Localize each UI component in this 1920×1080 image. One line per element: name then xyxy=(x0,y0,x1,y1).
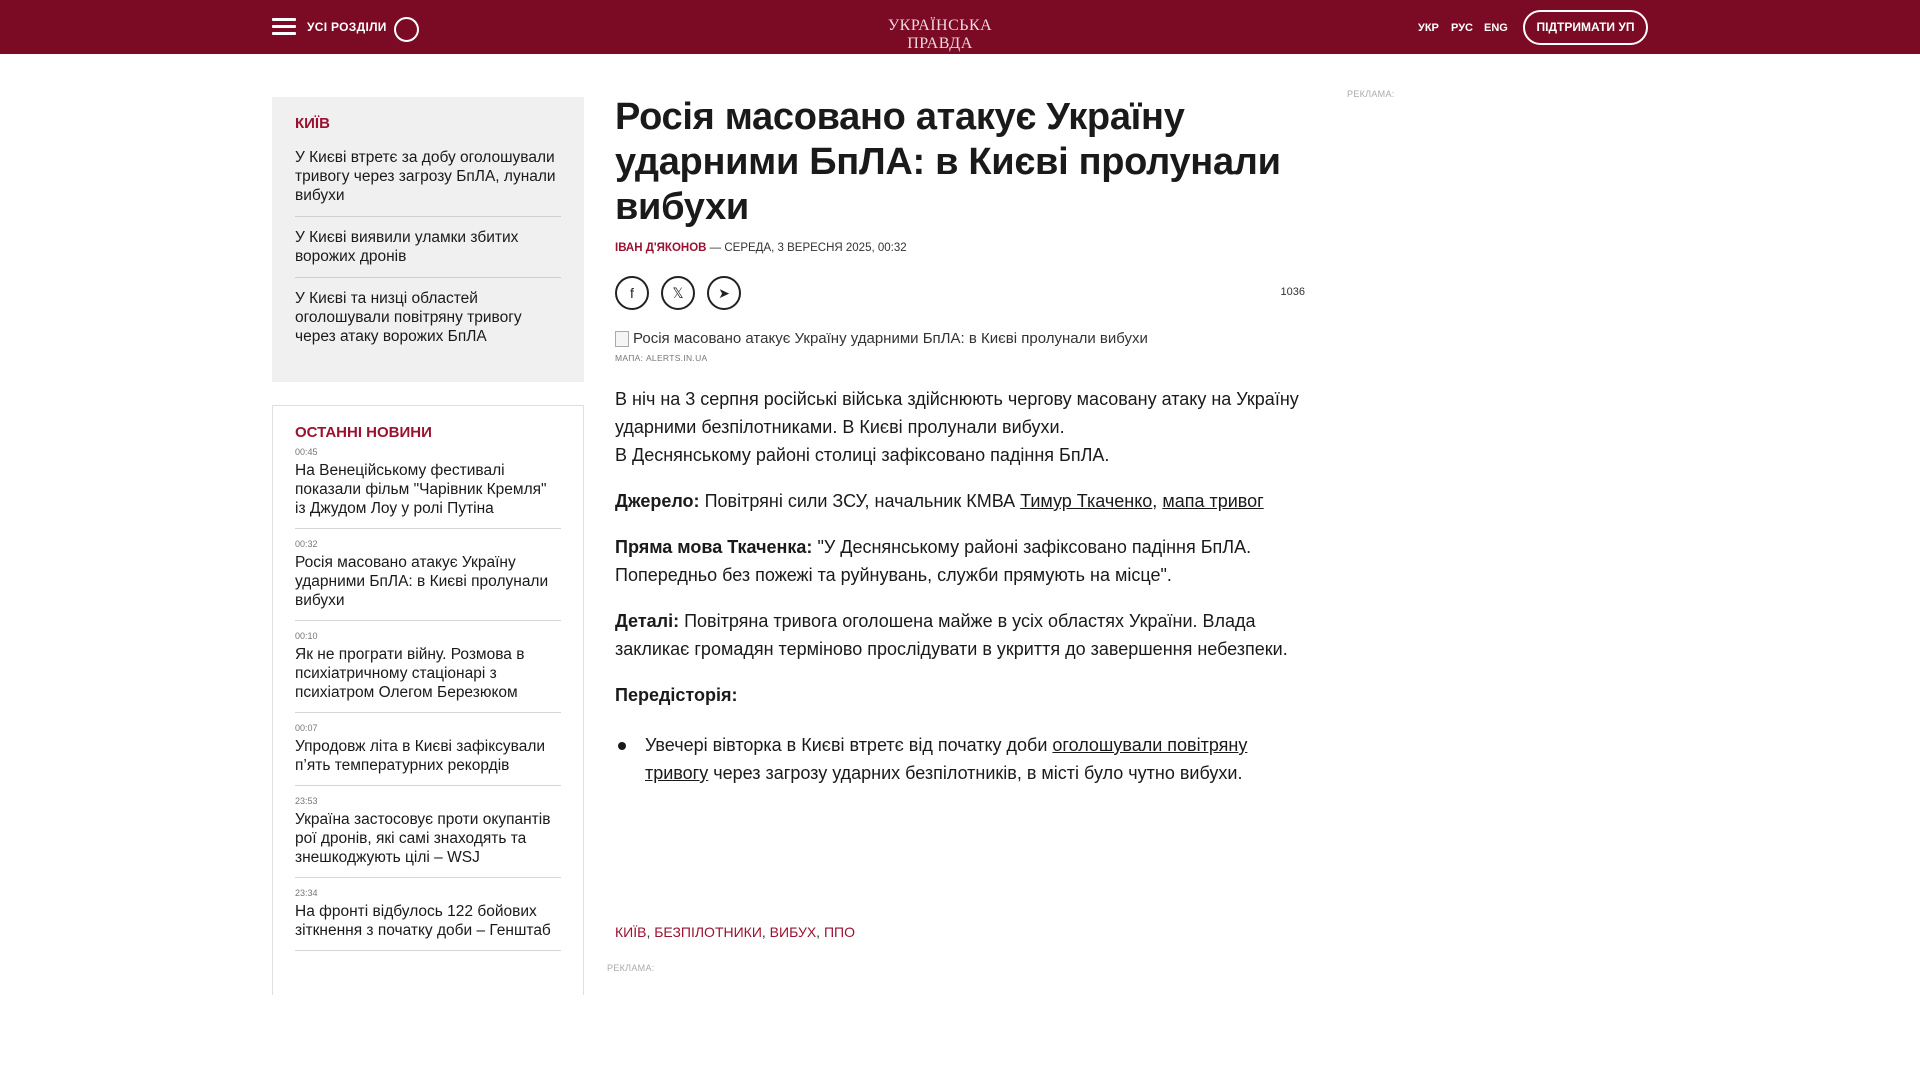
latest-news-item[interactable] xyxy=(295,631,561,713)
article-tags xyxy=(615,924,855,940)
tag-explosion[interactable]: ВИБУХ xyxy=(769,924,817,940)
share-x-icon[interactable]: 𝕏 xyxy=(661,276,695,310)
language-rus[interactable]: РУС xyxy=(1451,22,1473,34)
article xyxy=(615,95,1305,787)
share-facebook-icon[interactable]: f xyxy=(615,276,649,310)
site-logo[interactable]: УКРАЇНСЬКА ПРАВДА xyxy=(887,17,993,52)
source-link-tkachenko[interactable]: Тимур Ткаченко xyxy=(1020,491,1153,511)
publish-date: СЕРЕДА, 3 ВЕРЕСНЯ 2025, 00:32 xyxy=(724,242,907,254)
language-ukr[interactable]: УКР xyxy=(1418,22,1439,34)
news-time: 00:32 xyxy=(295,539,318,549)
news-headline[interactable]: Україна застосовує проти окупантів рої дронів, які самі знаходять та знешкоджують цілі – WSJ xyxy=(295,811,551,866)
kyiv-news-item[interactable]: У Києві виявили уламки збитих ворожих дронів xyxy=(295,228,561,278)
all-sections-link[interactable]: УСІ РОЗДІЛИ xyxy=(307,20,387,34)
search-icon[interactable] xyxy=(394,17,419,42)
news-time: 00:45 xyxy=(295,447,318,457)
article-byline xyxy=(615,242,1305,254)
view-count: 1036 xyxy=(1280,286,1305,298)
latest-news-item[interactable] xyxy=(295,447,561,529)
kyiv-news-item[interactable]: У Києві та низці областей оголошували повітряну тривогу через атаку ворожих БпЛА xyxy=(295,290,522,345)
kyiv-news-item[interactable]: У Києві втретє за добу оголошували тривогу через загрозу БпЛА, лунали вибухи xyxy=(295,148,561,217)
latest-news-title[interactable]: ОСТАННІ НОВИНИ xyxy=(295,424,432,441)
support-button[interactable]: ПІДТРИМАТИ УП xyxy=(1523,10,1648,45)
quote-label: Пряма мова Ткаченка: xyxy=(615,537,813,557)
language-eng[interactable]: ENG xyxy=(1484,22,1508,34)
source-text: Повітряні сили ЗСУ, начальник КМВА xyxy=(699,491,1021,511)
details-paragraph xyxy=(615,607,1305,663)
author-link[interactable]: ІВАН Д'ЯКОНОВ xyxy=(615,242,707,254)
quote-paragraph xyxy=(615,533,1305,589)
article-paragraph xyxy=(615,385,1305,469)
news-time: 23:53 xyxy=(295,796,318,806)
latest-news-item[interactable] xyxy=(295,539,561,621)
news-headline[interactable]: На фронті відбулось 122 бойових зіткнення з початку доби – Генштаб xyxy=(295,903,551,939)
date-separator: — xyxy=(706,242,725,254)
broken-image-icon xyxy=(615,331,629,347)
latest-news-item[interactable] xyxy=(295,723,561,786)
article-headline: Росія масовано атакує Україну ударними БпЛА: в Києві пролунали вибухи xyxy=(615,96,1281,228)
hamburger-menu-icon[interactable] xyxy=(272,18,296,38)
latest-news-box xyxy=(272,405,584,995)
source-link-alert-map[interactable]: мапа тривог xyxy=(1162,491,1264,511)
air-alert-link[interactable]: оголошували повітряну тривогу xyxy=(645,735,1248,783)
news-headline[interactable]: На Венеційському фестивалі показали фільм "Чарівник Кремля" із Джудом Лоу у ролі Путіна xyxy=(295,462,547,517)
source-paragraph xyxy=(615,487,1305,515)
source-comma: , xyxy=(1152,491,1163,511)
details-text: Повітряна тривога оголошена майже в усіх областях України. Влада закликає громадян терміново прослідувати в укриття до завершення небезпеки. xyxy=(615,611,1288,659)
latest-news-item[interactable] xyxy=(295,796,561,878)
news-time: 00:10 xyxy=(295,631,318,641)
image-caption: МАПА: ALERTS.IN.UA xyxy=(615,353,708,363)
news-time: 23:34 xyxy=(295,888,318,898)
article-image xyxy=(615,330,1305,347)
kyiv-box-title[interactable]: КИЇВ xyxy=(295,115,330,132)
share-telegram-icon[interactable]: ➤ xyxy=(707,276,741,310)
tag-drones[interactable]: БЕЗПІЛОТНИКИ xyxy=(654,924,762,940)
bullet-text-post: через загрозу ударних безпілотників, в місті було чутно вибухи. xyxy=(708,763,1243,783)
details-label: Деталі: xyxy=(615,611,680,631)
news-time: 00:07 xyxy=(295,723,318,733)
news-headline[interactable]: Як не програти війну. Розмова в психіатричному стаціонарі з психіатром Олегом Березюком xyxy=(295,646,525,701)
share-row xyxy=(615,276,1305,312)
background-label: Передісторія: xyxy=(615,685,738,705)
lead-text: В ніч на 3 серпня російські війська здійснюють чергову масовану атаку на Україну ударними безпілотниками. В Києві пролунали вибухи. xyxy=(615,389,1299,437)
ad-label: РЕКЛАМА: xyxy=(607,963,655,973)
bullet-text-pre: Увечері вівторка в Києві втретє від початку доби xyxy=(645,735,1053,755)
tag-kyiv[interactable]: КИЇВ xyxy=(615,924,647,940)
tag-separator: , xyxy=(646,924,655,940)
image-alt-text: Росія масовано атакує Україну ударними БпЛА: в Києві пролунали вибухи xyxy=(633,330,1148,347)
top-navigation-bar xyxy=(0,0,1920,54)
kyiv-news-box xyxy=(272,97,584,382)
news-headline[interactable]: Росія масовано атакує Україну ударними БпЛА: в Києві пролунали вибухи xyxy=(295,554,549,609)
latest-news-item[interactable] xyxy=(295,888,561,951)
quote-text: "У Деснянському районі зафіксовано падіння БпЛА. Попередньо без пожежі та руйнувань, служби прямують на місце". xyxy=(615,537,1252,585)
tag-separator: , xyxy=(816,924,824,940)
lead-text-2: В Деснянському районі столиці зафіксовано падіння БпЛА. xyxy=(615,445,1110,465)
background-list-item xyxy=(615,731,1305,787)
background-list xyxy=(615,731,1305,787)
tag-separator: , xyxy=(761,924,770,940)
ad-label: РЕКЛАМА: xyxy=(1347,89,1395,99)
background-heading xyxy=(615,681,1305,709)
tag-air-defense[interactable]: ППО xyxy=(823,924,855,940)
news-headline[interactable]: Упродовж літа в Києві зафіксували п’ять температурних рекордів xyxy=(295,738,546,774)
source-label: Джерело: xyxy=(615,491,700,511)
